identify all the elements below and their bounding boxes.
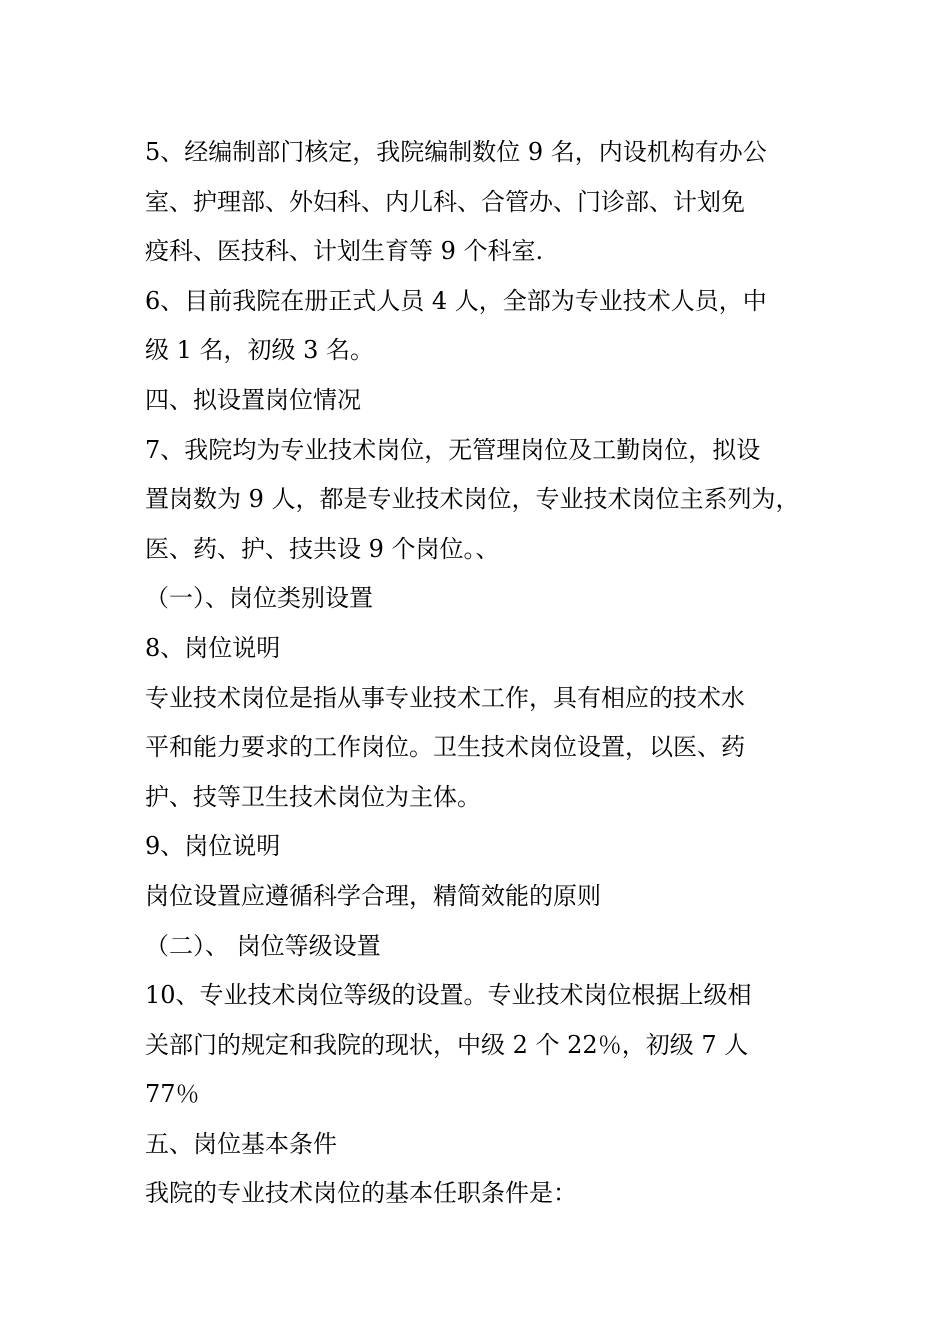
paragraph-5-line-1: 5、经编制部门核定，我院编制数位 9 名，内设机构有办公 xyxy=(145,138,767,166)
paragraph-10-line-1: 10、专业技术岗位等级的设置。专业技术岗位根据上级相 xyxy=(145,981,752,1010)
paragraph-5-line-2: 室、护理部、外妇科、内儿科、合管办、门诊部、计划免 xyxy=(145,187,745,216)
paragraph-11-line-1: 我院的专业技术岗位的基本任职条件是： xyxy=(145,1179,577,1208)
paragraph-6-line-2: 级 1 名，初级 3 名。 xyxy=(145,336,375,365)
paragraph-8-line-1: 专业技术岗位是指从事专业技术工作，具有相应的技术水 xyxy=(145,683,745,712)
paragraph-7-line-1: 7、我院均为专业技术岗位，无管理岗位及工勤岗位，拟设 xyxy=(145,435,761,464)
paragraph-5-line-3: 疫科、医技科、计划生育等 9 个科室. xyxy=(145,237,544,266)
item-9-heading: 9、岗位说明 xyxy=(145,832,281,861)
paragraph-8-line-2: 平和能力要求的工作岗位。卫生技术岗位设置，以医、药 xyxy=(145,733,745,762)
paragraph-8-line-3: 护、技等卫生技术岗位为主体。 xyxy=(145,782,481,811)
paragraph-7-line-3: 医、药、护、技共设 9 个岗位。、 xyxy=(145,534,500,563)
document-body xyxy=(145,128,845,1219)
section-heading-5: 五、岗位基本条件 xyxy=(145,1129,337,1158)
paragraph-6-line-1: 6、目前我院在册正式人员 4 人，全部为专业技术人员，中 xyxy=(145,286,767,315)
section-heading-4: 四、拟设置岗位情况 xyxy=(145,385,361,414)
paragraph-10-line-2: 关部门的规定和我院的现状，中级 2 个 22％，初级 7 人 xyxy=(145,1030,749,1059)
paragraph-7-line-2: 置岗数为 9 人，都是专业技术岗位，专业技术岗位主系列为， xyxy=(145,485,800,514)
item-8-heading: 8、岗位说明 xyxy=(145,633,281,662)
subsection-heading-1: （一）、岗位类别设置 xyxy=(145,584,373,613)
paragraph-10-line-3: 77％ xyxy=(145,1080,200,1109)
paragraph-9-line-1: 岗位设置应遵循科学合理，精简效能的原则 xyxy=(145,881,601,910)
subsection-heading-2: （二）、 岗位等级设置 xyxy=(145,931,381,960)
